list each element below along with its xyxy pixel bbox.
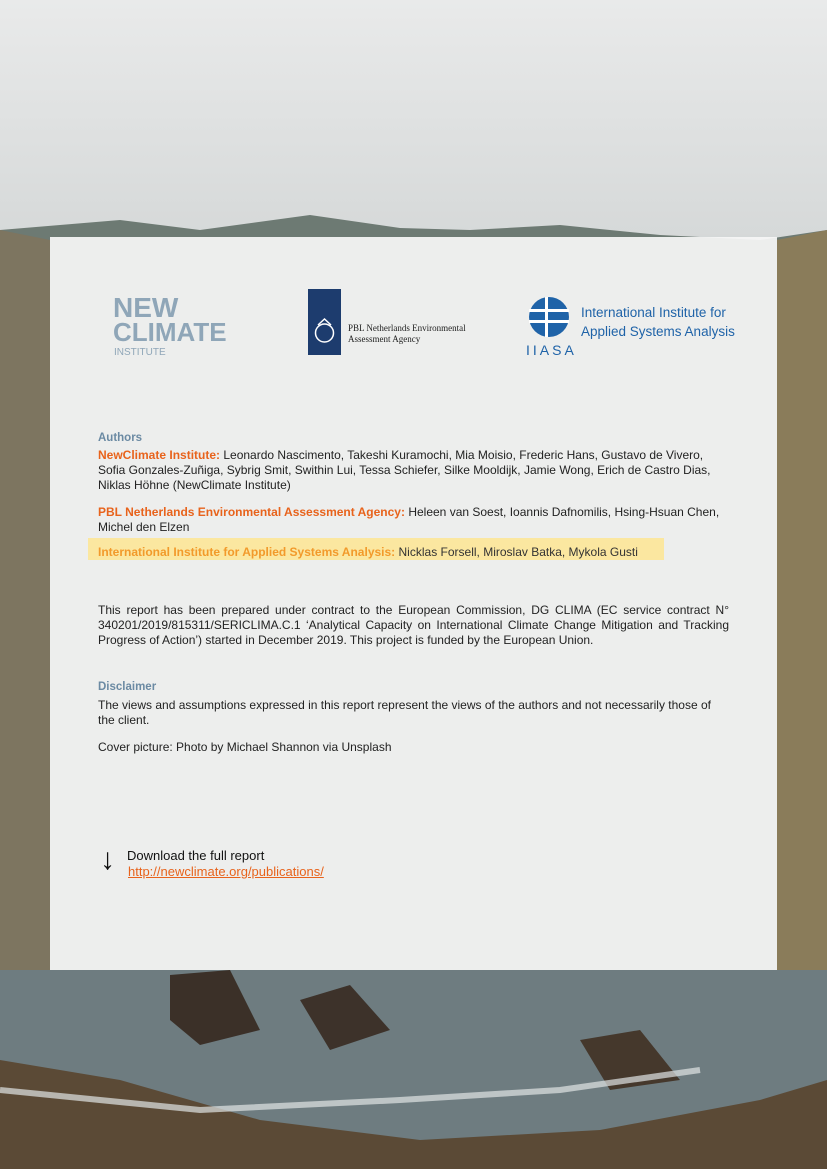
pbl-org-label: PBL Netherlands Environmental Assessment Agency: [98, 505, 405, 519]
newclimate-logo-line1: NEW [113, 292, 179, 323]
download-arrow-icon: ↓ [100, 843, 115, 876]
pbl-logo-line1: PBL Netherlands Environmental [348, 323, 466, 333]
iiasa-logo-acronym: IIASA [526, 342, 577, 358]
pbl-authors [98, 505, 729, 535]
disclaimer-text: The views and assumptions expressed in this report represent the views of the authors and not necessarily those of the client. [98, 698, 711, 727]
authors-section [98, 431, 729, 547]
iiasa-authors [98, 545, 718, 560]
newclimate-logo-line3: INSTITUTE [114, 347, 166, 358]
authors-heading: Authors [98, 432, 143, 444]
pbl-author-names: Heleen van Soest, Ioannis Dafnomilis, Hsing-Hsuan Chen, Michel den Elzen [98, 505, 720, 534]
disclaimer-heading: Disclaimer [98, 681, 157, 693]
pbl-logo-line2: Assessment Agency [348, 334, 421, 344]
newclimate-logo [113, 289, 253, 359]
newclimate-logo-line2: CLIMATE [113, 317, 227, 347]
iiasa-author-names: Nicklas Forsell, Miroslav Batka, Mykola Gusti [398, 545, 638, 559]
download-label: Download the full report [127, 848, 265, 863]
newclimate-org-label: NewClimate Institute: [98, 448, 221, 462]
newclimate-author-names: Leonardo Nascimento, Takeshi Kuramochi, Mia Moisio, Frederic Hans, Gustavo de Vivero, Sofia Gonzales-Zuñiga, Sybrig Smit, Swithin Lui, Tessa Schiefer, Silke Mooldijk, Jamie Wong, Erich de Castro Dias, Niklas Höhne (NewClimate Institute) [98, 448, 711, 492]
iiasa-logo-line1: International Institute for [581, 305, 726, 320]
download-link[interactable]: http://newclimate.org/publications/ [128, 864, 324, 879]
cover-picture-credit: Cover picture: Photo by Michael Shannon via Unsplash [98, 740, 392, 754]
iiasa-org-label: International Institute for Applied Systems Analysis: [98, 545, 396, 559]
iiasa-logo [523, 289, 743, 359]
pbl-logo [308, 289, 488, 359]
contract-text: This report has been prepared under contract to the European Commission, DG CLIMA (EC service contract N° 340201/2019/815311/SERICLIMA.C.1 ‘Analytical Capacity on International Climate Change Mitigation and Tracking Progress of Action’) started in December 2019. This project is funded by the European Union. [98, 603, 729, 647]
iiasa-logo-line2: Applied Systems Analysis [581, 324, 735, 339]
newclimate-authors [98, 448, 729, 493]
info-card [50, 237, 777, 970]
